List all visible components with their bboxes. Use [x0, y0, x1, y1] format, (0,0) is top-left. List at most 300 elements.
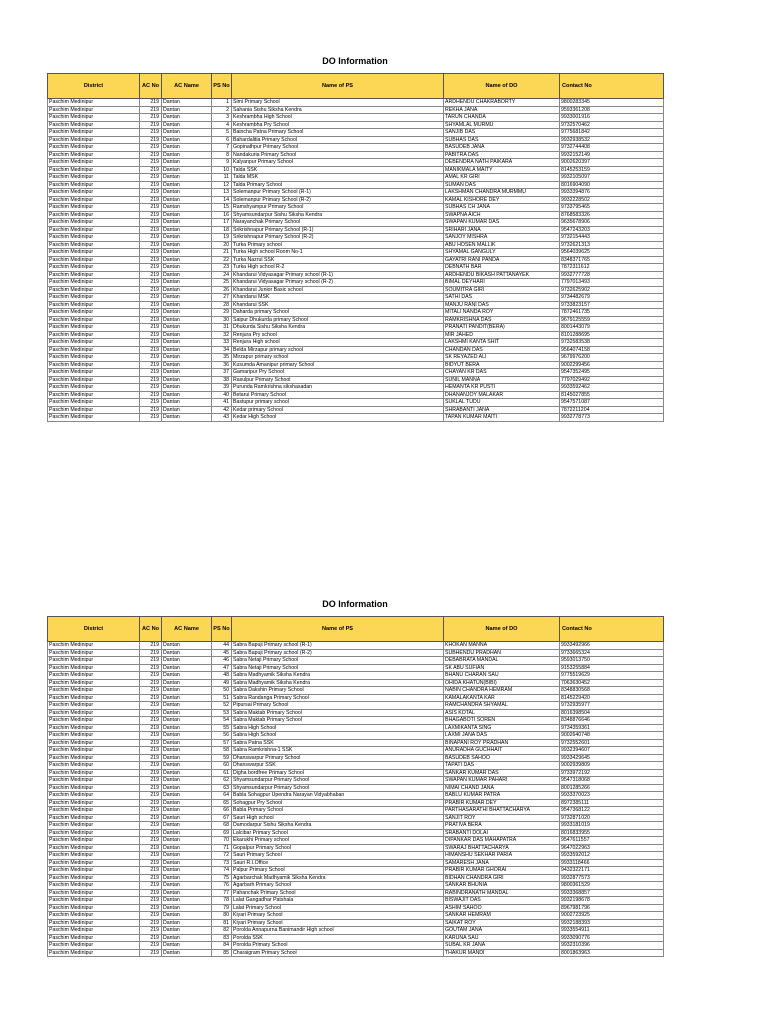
cell-ps-name: Kiyari Primary School: [232, 919, 444, 927]
cell-ac-no: 219: [140, 769, 162, 777]
cell-district: Paschim Medinipur: [48, 181, 140, 189]
cell-ps-name: Porolda SSK: [232, 934, 444, 942]
cell-do-name: RAMKRISHNA DAS: [444, 316, 560, 324]
cell-ac-name: Dantan: [162, 294, 212, 302]
table-row: [48, 211, 664, 219]
table-row: [48, 859, 664, 867]
cell-ps-no: 47: [212, 664, 232, 672]
cell-ac-no: 219: [140, 369, 162, 377]
table-row: [48, 114, 664, 122]
cell-ps-no: 6: [212, 136, 232, 144]
cell-do-name: SAMARESH JANA: [444, 859, 560, 867]
cell-ps-no: 56: [212, 732, 232, 740]
cell-district: Paschim Medinipur: [48, 934, 140, 942]
cell-ac-no: 219: [140, 391, 162, 399]
cell-do-name: SANJIT ROY: [444, 814, 560, 822]
cell-ac-no: 219: [140, 694, 162, 702]
cell-ac-name: Dantan: [162, 912, 212, 920]
table-row: [48, 121, 664, 129]
cell-contact-no: 9932777728: [560, 271, 664, 279]
cell-ps-name: Sabra High School: [232, 724, 444, 732]
table-row: [48, 106, 664, 114]
cell-ps-no: 70: [212, 837, 232, 845]
cell-contact-no: 9733823157: [560, 301, 664, 309]
cell-ac-name: Dantan: [162, 241, 212, 249]
cell-ac-no: 219: [140, 219, 162, 227]
cell-ac-no: 219: [140, 234, 162, 242]
do-table-2: [47, 616, 664, 957]
cell-district: Paschim Medinipur: [48, 889, 140, 897]
cell-ps-name: Charaigram Primary School: [232, 949, 444, 957]
cell-ac-no: 219: [140, 717, 162, 725]
cell-ac-name: Dantan: [162, 874, 212, 882]
cell-district: Paschim Medinipur: [48, 949, 140, 957]
cell-district: Paschim Medinipur: [48, 294, 140, 302]
cell-contact-no: 9933368857: [560, 889, 664, 897]
cell-ps-no: 77: [212, 889, 232, 897]
cell-ac-no: 219: [140, 762, 162, 770]
cell-do-name: SATHI DAS: [444, 294, 560, 302]
cell-ps-no: 53: [212, 709, 232, 717]
cell-ps-name: Sauri R.I.Office: [232, 859, 444, 867]
table-row: [48, 777, 664, 785]
cell-ac-name: Dantan: [162, 129, 212, 137]
cell-ps-name: Mirzapur primary school: [232, 354, 444, 362]
cell-ac-no: 219: [140, 414, 162, 422]
cell-ps-no: 40: [212, 391, 232, 399]
table-row: [48, 844, 664, 852]
header-ac-name: AC Name: [162, 74, 212, 99]
cell-ac-no: 219: [140, 376, 162, 384]
cell-ac-name: Dantan: [162, 324, 212, 332]
cell-ps-no: 4: [212, 121, 232, 129]
cell-ac-no: 219: [140, 799, 162, 807]
cell-ps-name: Ramshyampur Primary School: [232, 204, 444, 212]
cell-ac-name: Dantan: [162, 136, 212, 144]
cell-ps-name: Solemanpur Primary School (R-1): [232, 189, 444, 197]
cell-district: Paschim Medinipur: [48, 784, 140, 792]
cell-ps-no: 38: [212, 376, 232, 384]
cell-ps-no: 55: [212, 724, 232, 732]
cell-contact-no: 9933592012: [560, 852, 664, 860]
cell-ps-name: Sauri High school: [232, 814, 444, 822]
cell-ac-name: Dantan: [162, 339, 212, 347]
cell-ps-no: 85: [212, 949, 232, 957]
table-row: [48, 724, 664, 732]
cell-district: Paschim Medinipur: [48, 99, 140, 107]
cell-ps-name: Sabra Netaji Primary School: [232, 657, 444, 665]
cell-ps-no: 48: [212, 672, 232, 680]
cell-ps-no: 41: [212, 399, 232, 407]
cell-district: Paschim Medinipur: [48, 942, 140, 950]
cell-ps-name: Sauri Primary School: [232, 852, 444, 860]
table-row: [48, 904, 664, 912]
cell-ac-name: Dantan: [162, 174, 212, 182]
cell-ps-no: 12: [212, 181, 232, 189]
cell-ps-no: 32: [212, 331, 232, 339]
cell-ps-no: 79: [212, 904, 232, 912]
cell-contact-no: 9933429645: [560, 754, 664, 762]
table-row: [48, 657, 664, 665]
cell-ac-no: 219: [140, 702, 162, 710]
cell-ac-name: Dantan: [162, 747, 212, 755]
cell-ps-name: Kedar High School: [232, 414, 444, 422]
cell-ps-name: Sabra Maktab Primary School: [232, 717, 444, 725]
cell-ps-name: Turka Nazrul SSK: [232, 256, 444, 264]
cell-contact-no: 9933090776: [560, 934, 664, 942]
cell-ps-name: Sabra Patna SSK: [232, 739, 444, 747]
cell-ps-name: Damodarpur Sishu Siksha Kendra: [232, 822, 444, 830]
table-row: [48, 934, 664, 942]
cell-ps-name: Talda SSK: [232, 166, 444, 174]
cell-contact-no: 7797013493: [560, 279, 664, 287]
cell-do-name: CHANDAN DAS: [444, 346, 560, 354]
cell-district: Paschim Medinipur: [48, 837, 140, 845]
cell-ac-no: 219: [140, 777, 162, 785]
cell-ac-name: Dantan: [162, 657, 212, 665]
cell-ac-no: 219: [140, 679, 162, 687]
table-row: [48, 912, 664, 920]
cell-ac-no: 219: [140, 657, 162, 665]
cell-ps-name: Purunda Ramkrishna sikshasadan: [232, 384, 444, 392]
cell-do-name: CHAYAN KR DAS: [444, 369, 560, 377]
header-ac-no: AC No: [140, 74, 162, 99]
table-header-row: [48, 74, 664, 99]
table-row: [48, 867, 664, 875]
cell-district: Paschim Medinipur: [48, 709, 140, 717]
cell-do-name: DIPANKAR DAS MAHAPATRA: [444, 837, 560, 845]
cell-ps-no: 66: [212, 807, 232, 815]
table-row: [48, 196, 664, 204]
table-row: [48, 174, 664, 182]
section-title: DO Information: [322, 599, 388, 609]
table-row: [48, 339, 664, 347]
cell-district: Paschim Medinipur: [48, 249, 140, 257]
table-row: [48, 822, 664, 830]
cell-district: Paschim Medinipur: [48, 136, 140, 144]
cell-do-name: RAMCHANDRA SHYAMAL: [444, 702, 560, 710]
cell-contact-no: 9775681842: [560, 129, 664, 137]
cell-ac-name: Dantan: [162, 181, 212, 189]
cell-do-name: BASUDEB SAHOO: [444, 754, 560, 762]
cell-ps-name: Baincha Patna Primary School: [232, 129, 444, 137]
header-ps-name: Name of PS: [232, 617, 444, 642]
cell-do-name: HIMANSHU SEKHAR PARIA: [444, 852, 560, 860]
cell-contact-no: 8001443079: [560, 324, 664, 332]
cell-contact-no: 9933394876: [560, 189, 664, 197]
cell-district: Paschim Medinipur: [48, 151, 140, 159]
cell-ps-no: 22: [212, 256, 232, 264]
cell-district: Paschim Medinipur: [48, 324, 140, 332]
cell-ps-name: Khandarui MSK: [232, 294, 444, 302]
cell-contact-no: 9932105097: [560, 174, 664, 182]
cell-district: Paschim Medinipur: [48, 694, 140, 702]
table-row: [48, 399, 664, 407]
table-row: [48, 649, 664, 657]
cell-ac-no: 219: [140, 709, 162, 717]
cell-contact-no: 9932778773: [560, 414, 664, 422]
cell-do-name: KHOKAN MANNA: [444, 642, 560, 650]
cell-ac-no: 219: [140, 264, 162, 272]
cell-contact-no: 9547318068: [560, 777, 664, 785]
cell-do-name: SHYAMLAL MURMU: [444, 121, 560, 129]
cell-ac-name: Dantan: [162, 754, 212, 762]
cell-ac-name: Dantan: [162, 384, 212, 392]
cell-contact-no: 9732154443: [560, 234, 664, 242]
section-title: DO Information: [322, 56, 388, 66]
cell-ps-name: Lalcibar Primary School: [232, 829, 444, 837]
cell-district: Paschim Medinipur: [48, 309, 140, 317]
cell-ac-no: 219: [140, 927, 162, 935]
cell-ac-name: Dantan: [162, 219, 212, 227]
cell-contact-no: 9647022963: [560, 844, 664, 852]
table-row: [48, 376, 664, 384]
cell-district: Paschim Medinipur: [48, 807, 140, 815]
cell-district: Paschim Medinipur: [48, 406, 140, 414]
cell-ac-no: 219: [140, 889, 162, 897]
cell-contact-no: 8101288695: [560, 331, 664, 339]
cell-contact-no: 9933181019: [560, 822, 664, 830]
cell-ac-no: 219: [140, 837, 162, 845]
cell-ps-no: 1: [212, 99, 232, 107]
table-row: [48, 949, 664, 957]
cell-ps-no: 46: [212, 657, 232, 665]
cell-contact-no: 7872311612: [560, 264, 664, 272]
cell-contact-no: 9933492966: [560, 642, 664, 650]
cell-contact-no: 9932188393: [560, 919, 664, 927]
cell-ps-name: Turka High school R-2: [232, 264, 444, 272]
cell-contact-no: 8768583326: [560, 211, 664, 219]
cell-do-name: BISWAJIT DAS: [444, 897, 560, 905]
cell-ps-no: 65: [212, 799, 232, 807]
cell-ac-name: Dantan: [162, 679, 212, 687]
cell-do-name: SUMAN DAS: [444, 181, 560, 189]
cell-ps-no: 28: [212, 301, 232, 309]
cell-do-name: ARDHENDU BIKASH PATTANAYEK: [444, 271, 560, 279]
cell-do-name: SRIHARI JANA: [444, 226, 560, 234]
cell-ac-name: Dantan: [162, 844, 212, 852]
cell-ps-name: Betarui Primary School: [232, 391, 444, 399]
cell-ps-no: 21: [212, 249, 232, 257]
cell-ac-name: Dantan: [162, 234, 212, 242]
header-ps-name: Name of PS: [232, 74, 444, 99]
table-row: [48, 144, 664, 152]
cell-ps-name: Solemanpur Primary School (R-2): [232, 196, 444, 204]
table-row: [48, 882, 664, 890]
cell-ac-no: 219: [140, 106, 162, 114]
cell-do-name: SWAPAN KUMAR PAHARI: [444, 777, 560, 785]
table-row: [48, 331, 664, 339]
cell-district: Paschim Medinipur: [48, 174, 140, 182]
cell-ps-name: Renjura Pry school: [232, 331, 444, 339]
cell-contact-no: 9732621313: [560, 241, 664, 249]
cell-contact-no: 9932394607: [560, 747, 664, 755]
cell-ac-no: 219: [140, 822, 162, 830]
cell-contact-no: 9732744408: [560, 144, 664, 152]
cell-do-name: SANKAR HEMRAM: [444, 912, 560, 920]
cell-ps-no: 14: [212, 196, 232, 204]
cell-ac-name: Dantan: [162, 702, 212, 710]
cell-ac-no: 219: [140, 949, 162, 957]
cell-ps-no: 42: [212, 406, 232, 414]
cell-ac-name: Dantan: [162, 814, 212, 822]
cell-ps-name: Khandarui Vidyasagar Primary school (R-2): [232, 279, 444, 287]
cell-contact-no: 9593013750: [560, 657, 664, 665]
cell-ac-name: Dantan: [162, 732, 212, 740]
cell-ps-no: 76: [212, 882, 232, 890]
header-district: District: [48, 617, 140, 642]
cell-ps-name: Dhanswarpur Primary School: [232, 754, 444, 762]
cell-ps-no: 30: [212, 316, 232, 324]
cell-ac-no: 219: [140, 196, 162, 204]
cell-district: Paschim Medinipur: [48, 234, 140, 242]
cell-ac-name: Dantan: [162, 919, 212, 927]
cell-ac-no: 219: [140, 919, 162, 927]
cell-contact-no: 9002640748: [560, 732, 664, 740]
cell-contact-no: 9933001916: [560, 114, 664, 122]
cell-contact-no: 9932198678: [560, 897, 664, 905]
cell-do-name: PABITRA DAS: [444, 151, 560, 159]
cell-ps-name: Agarbarchak Madhyamik Siksha Kendra: [232, 874, 444, 882]
cell-ps-no: 44: [212, 642, 232, 650]
table-row: [48, 234, 664, 242]
cell-do-name: KAMALAKANTA KAR: [444, 694, 560, 702]
table-row: [48, 129, 664, 137]
cell-ac-name: Dantan: [162, 687, 212, 695]
table-row: [48, 897, 664, 905]
cell-district: Paschim Medinipur: [48, 717, 140, 725]
cell-ac-no: 219: [140, 882, 162, 890]
cell-ac-no: 219: [140, 271, 162, 279]
cell-ps-name: Gopinathpur Primary School: [232, 144, 444, 152]
cell-do-name: SAIKAT ROY: [444, 919, 560, 927]
cell-ps-no: 43: [212, 414, 232, 422]
cell-ps-no: 8: [212, 151, 232, 159]
cell-do-name: GOUTAM JANA: [444, 927, 560, 935]
cell-ac-name: Dantan: [162, 271, 212, 279]
table-row: [48, 799, 664, 807]
cell-ps-no: 2: [212, 106, 232, 114]
cell-ac-no: 219: [140, 399, 162, 407]
cell-district: Paschim Medinipur: [48, 384, 140, 392]
cell-district: Paschim Medinipur: [48, 882, 140, 890]
cell-ps-no: 10: [212, 166, 232, 174]
cell-contact-no: 8348830568: [560, 687, 664, 695]
cell-ps-no: 49: [212, 679, 232, 687]
table-row: [48, 204, 664, 212]
cell-ps-name: Khandarui Vidyasagar Primary school (R-1): [232, 271, 444, 279]
cell-ps-no: 26: [212, 286, 232, 294]
cell-contact-no: 9679125559: [560, 316, 664, 324]
cell-contact-no: 9800283345: [560, 99, 664, 107]
table-row: [48, 249, 664, 257]
cell-ac-no: 219: [140, 642, 162, 650]
table-row: [48, 807, 664, 815]
cell-do-name: BINAPANI ROY PRADHAN: [444, 739, 560, 747]
cell-do-name: SANJOY MISHRA: [444, 234, 560, 242]
cell-contact-no: 9732935977: [560, 702, 664, 710]
cell-contact-no: 9564039625: [560, 249, 664, 257]
cell-ac-no: 219: [140, 294, 162, 302]
cell-ps-no: 25: [212, 279, 232, 287]
cell-contact-no: 9153255884: [560, 664, 664, 672]
cell-district: Paschim Medinipur: [48, 286, 140, 294]
cell-ac-name: Dantan: [162, 934, 212, 942]
cell-do-name: MITALI NANDA ROY: [444, 309, 560, 317]
table-row: [48, 271, 664, 279]
cell-contact-no: 9732552601: [560, 739, 664, 747]
cell-ac-no: 219: [140, 807, 162, 815]
cell-ps-no: 16: [212, 211, 232, 219]
table-row: [48, 709, 664, 717]
cell-district: Paschim Medinipur: [48, 129, 140, 137]
cell-ac-name: Dantan: [162, 889, 212, 897]
cell-do-name: LAKSHMAN CHANDRA MURMMU: [444, 189, 560, 197]
cell-contact-no: 9547352495: [560, 369, 664, 377]
cell-do-name: PRABIR KUMAR GHORAI: [444, 867, 560, 875]
cell-ac-name: Dantan: [162, 354, 212, 362]
cell-district: Paschim Medinipur: [48, 211, 140, 219]
cell-district: Paschim Medinipur: [48, 159, 140, 167]
cell-ps-no: 81: [212, 919, 232, 927]
cell-ps-name: Agarbarh Primary School: [232, 882, 444, 890]
cell-district: Paschim Medinipur: [48, 339, 140, 347]
cell-ac-name: Dantan: [162, 949, 212, 957]
cell-do-name: SHRABANTI JANA: [444, 406, 560, 414]
cell-contact-no: 9733972192: [560, 769, 664, 777]
cell-district: Paschim Medinipur: [48, 361, 140, 369]
cell-district: Paschim Medinipur: [48, 724, 140, 732]
cell-ac-name: Dantan: [162, 927, 212, 935]
cell-district: Paschim Medinipur: [48, 121, 140, 129]
do-table-1: [47, 73, 664, 422]
cell-ps-name: Dhanswarpur SSK: [232, 762, 444, 770]
cell-ac-no: 219: [140, 189, 162, 197]
header-contact-no: Contact No: [560, 74, 664, 99]
cell-ac-name: Dantan: [162, 286, 212, 294]
table-row: [48, 324, 664, 332]
cell-district: Paschim Medinipur: [48, 649, 140, 657]
cell-ac-no: 219: [140, 181, 162, 189]
cell-district: Paschim Medinipur: [48, 904, 140, 912]
cell-contact-no: 8016398504: [560, 709, 664, 717]
cell-ps-name: Khandarui SSK: [232, 301, 444, 309]
cell-do-name: TARUN CHANDA: [444, 114, 560, 122]
cell-contact-no: 9932152149: [560, 151, 664, 159]
cell-ac-no: 219: [140, 309, 162, 317]
cell-ps-name: Sabra Netaji Primary School: [232, 664, 444, 672]
cell-ps-no: 72: [212, 852, 232, 860]
cell-ac-no: 219: [140, 129, 162, 137]
cell-contact-no: 9432322171: [560, 867, 664, 875]
cell-ac-name: Dantan: [162, 649, 212, 657]
cell-contact-no: 9932877573: [560, 874, 664, 882]
cell-ac-no: 219: [140, 384, 162, 392]
cell-do-name: TAPAN KUMAR MAITI: [444, 414, 560, 422]
cell-ps-name: Shyamsundarpur Primary School: [232, 777, 444, 785]
cell-ac-name: Dantan: [162, 361, 212, 369]
cell-ps-no: 19: [212, 234, 232, 242]
cell-district: Paschim Medinipur: [48, 196, 140, 204]
cell-do-name: ASHIM SAHOO: [444, 904, 560, 912]
cell-ac-name: Dantan: [162, 897, 212, 905]
header-ac-no: AC No: [140, 617, 162, 642]
cell-ac-no: 219: [140, 672, 162, 680]
table-row: [48, 286, 664, 294]
cell-district: Paschim Medinipur: [48, 391, 140, 399]
cell-ac-no: 219: [140, 792, 162, 800]
cell-district: Paschim Medinipur: [48, 664, 140, 672]
